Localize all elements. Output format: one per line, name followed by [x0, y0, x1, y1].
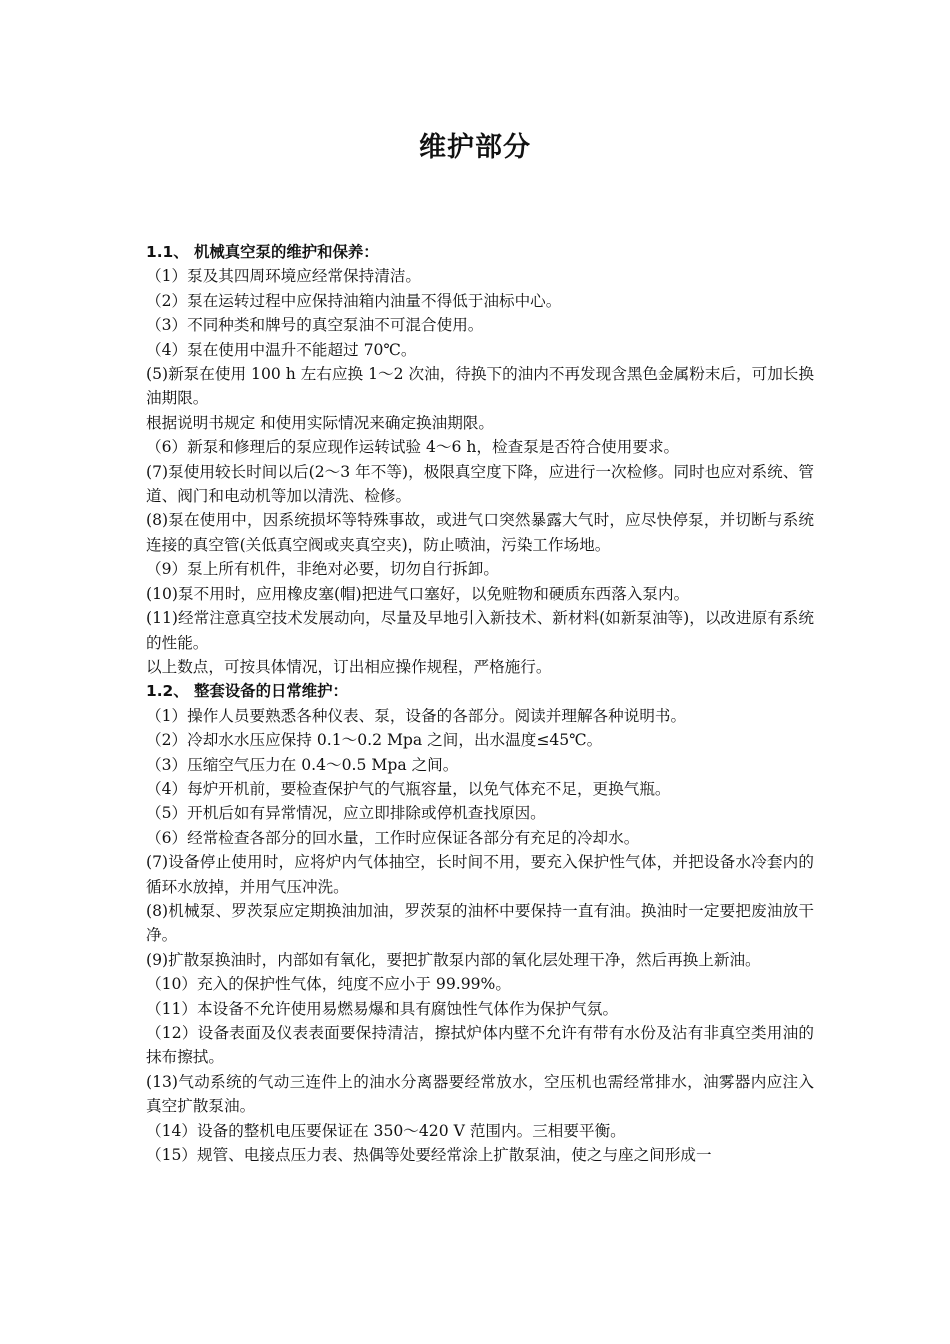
paragraph: (10)泵不用时，应用橡皮塞(帽)把进气口塞好，以免赃物和硬质东西落入泵内。	[146, 584, 690, 603]
paragraph: （3）不同种类和牌号的真空泵油不可混合使用。	[146, 316, 484, 335]
paragraph: （9）泵上所有机件，非绝对必要，切勿自行拆卸。	[146, 560, 499, 579]
section-heading-1-1: 1.1、 机械真空泵的维护和保养：	[146, 243, 379, 261]
paragraph: （11）本设备不允许使用易燃易爆和具有腐蚀性气体作为保护气氛。	[146, 999, 619, 1018]
paragraph: (7)泵使用较长时间以后(2～3 年不等)，极限真空度下降，应进行一次检修。同时也应对系统、管道、阀门和电动机等加以清洗、检修。	[146, 462, 814, 506]
paragraph: (9)扩散泵换油时，内部如有氧化，要把扩散泵内部的氧化层处理干净，然后再换上新油。	[146, 950, 761, 969]
paragraph: (8)泵在使用中，因系统损坏等特殊事故，或进气口突然暴露大气时，应尽快停泵，并切断与系统连接的真空管(关低真空阀或夹真空夹)，防止喷油，污染工作场地。	[146, 511, 814, 554]
paragraph: （12）设备表面及仪表表面要保持清洁，擦拭炉体内壁不允许有带有水份及沾有非真空类用油的抹布擦拭。	[146, 1024, 814, 1067]
paragraph: （3）压缩空气压力在 0.4～0.5 Mpa 之间。	[146, 755, 459, 774]
paragraph: 根据说明书规定 和使用实际情况来确定换油期限。	[146, 413, 495, 432]
paragraph: (5)新泵在使用 100 h 左右应换 1～2 次油，待换下的油内不再发现含黑色金属粉末后，可加长换油期限。	[146, 365, 814, 408]
paragraph: （4）泵在使用中温升不能超过 70℃。	[146, 340, 417, 359]
paragraph: (7)设备停止使用时，应将炉内气体抽空，长时间不用，要充入保护性气体，并把设备水冷套内的循环水放掉，并用气压冲洗。	[146, 853, 814, 896]
section-heading-1-2: 1.2、 整套设备的日常维护：	[146, 682, 348, 701]
paragraph: （5）开机后如有异常情况，应立即排除或停机查找原因。	[146, 804, 546, 823]
paragraph: （6）新泵和修理后的泵应现作运转试验 4～6 h，检查泵是否符合使用要求。	[146, 438, 680, 457]
paragraph: 以上数点，可按具体情况，订出相应操作规程，严格施行。	[146, 657, 552, 676]
paragraph: （10）充入的保护性气体，纯度不应小于 99.99%。	[146, 975, 511, 994]
paragraph: （6）经常检查各部分的回水量，工作时应保证各部分有充足的冷却水。	[146, 828, 640, 847]
paragraph: （2）泵在运转过程中应保持油箱内油量不得低于油标中心。	[146, 291, 562, 310]
paragraph: （15）规管、电接点压力表、热偶等处要经常涂上扩散泵油，使之与座之间形成一	[146, 1146, 712, 1165]
paragraph: （4）每炉开机前，要检查保护气的气瓶容量，以免气体充不足，更换气瓶。	[146, 779, 671, 798]
paragraph: （1）操作人员要熟悉各种仪表、泵，设备的各部分。阅读并理解各种说明书。	[146, 706, 687, 725]
page-title: 维护部分	[419, 132, 531, 163]
paragraph: （2）冷却水水压应保持 0.1～0.2 Mpa 之间，出水温度≤45℃。	[146, 731, 603, 750]
paragraph: （1）泵及其四周环境应经常保持清洁。	[146, 267, 422, 286]
document-body	[146, 240, 814, 1167]
paragraph: (11)经常注意真空技术发展动向，尽量及早地引入新技术、新材料(如新泵油等)，以改进原有系统的性能。	[146, 609, 814, 652]
paragraph: （14）设备的整机电压要保证在 350～420 V 范围内。三相要平衡。	[146, 1121, 626, 1140]
paragraph: (8)机械泵、罗茨泵应定期换油加油，罗茨泵的油杯中要保持一直有油。换油时一定要把废油放干净。	[146, 901, 814, 945]
paragraph: (13)气动系统的气动三连件上的油水分离器要经常放水，空压机也需经常排水，油雾器内应注入真空扩散泵油。	[146, 1072, 814, 1116]
